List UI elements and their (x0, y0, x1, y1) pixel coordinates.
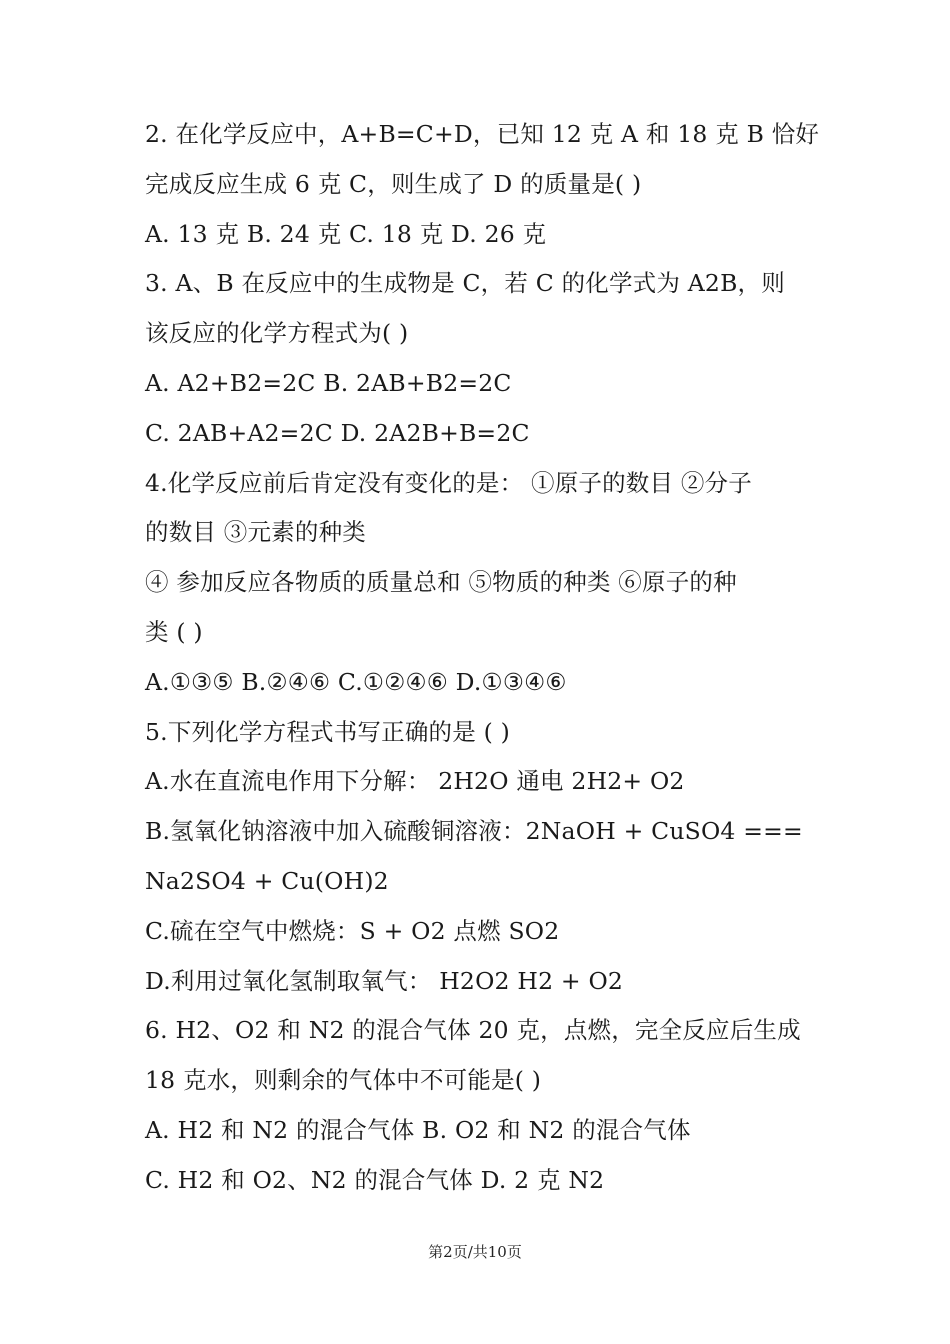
text-line: 的数目 ③元素的种类 (145, 518, 366, 547)
page-footer: 第2页/共10页 (428, 1243, 522, 1261)
text-line: 6. H2、O2 和 N2 的混合气体 20 克，点燃，完全反应后生成 (145, 1016, 801, 1045)
text-line: A.①③⑤ B.②④⑥ C.①②④⑥ D.①③④⑥ (145, 667, 567, 696)
text-line: A. 13 克 B. 24 克 C. 18 克 D. 26 克 (145, 219, 547, 248)
text-line: 2. 在化学反应中，A+B=C+D，已知 12 克 A 和 18 克 B 恰好 (145, 120, 820, 148)
text-line: ④ 参加反应各物质的质量总和 ⑤物质的种类 ⑥原子的种 (145, 568, 737, 597)
text-line: 3. A、B 在反应中的生成物是 C，若 C 的化学式为 A2B，则 (145, 269, 785, 298)
text-line: A. A2+B2=2C B. 2AB+B2=2C (145, 368, 512, 397)
text-line: 18 克水，则剩余的气体中不可能是( ) (145, 1066, 542, 1095)
text-line: C. 2AB+A2=2C D. 2A2B+B=2C (145, 418, 530, 447)
text-line: 5.下列化学方程式书写正确的是 ( ) (145, 717, 510, 746)
text-line: C. H2 和 O2、N2 的混合气体 D. 2 克 N2 (145, 1165, 605, 1194)
text-line: Na2SO4 + Cu(OH)2 (145, 866, 389, 895)
text-line: A. H2 和 N2 的混合气体 B. O2 和 N2 的混合气体 (145, 1115, 691, 1144)
text-line: D.利用过氧化氢制取氧气： H2O2 H2 + O2 (145, 966, 624, 995)
text-line: 该反应的化学方程式为( ) (145, 319, 409, 348)
text-line: A.水在直流电作用下分解： 2H2O 通电 2H2+ O2 (145, 767, 685, 796)
text-line: 类 ( ) (145, 617, 203, 646)
text-line: 完成反应生成 6 克 C，则生成了 D 的质量是( ) (145, 169, 642, 198)
text-line: 4.化学反应前后肯定没有变化的是： ①原子的数目 ②分子 (145, 468, 752, 497)
text-line: C.硫在空气中燃烧：S + O2 点燃 SO2 (145, 916, 560, 945)
document-body (145, 110, 820, 1206)
text-line: B.氢氧化钠溶液中加入硫酸铜溶液：2NaOH + CuSO4 === (145, 817, 803, 846)
